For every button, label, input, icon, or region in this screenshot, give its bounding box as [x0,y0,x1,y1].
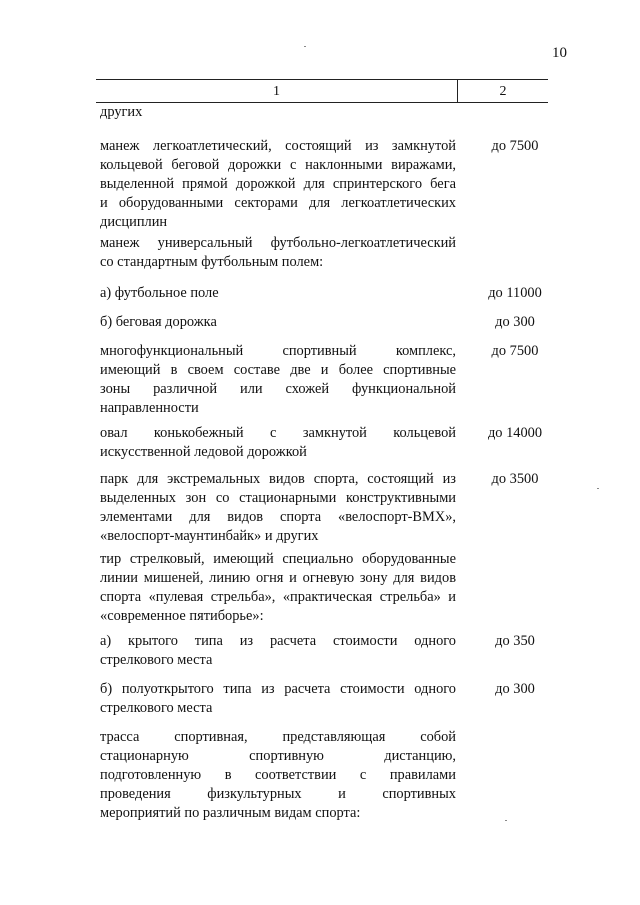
table-row [100,424,456,462]
table-row [100,342,456,418]
row-value: до 300 [495,314,535,330]
row-text-line: имеющий в своем составе две и более спортивные [100,362,456,378]
row-text-line: подготовленную в соответствии с правилами [100,767,456,783]
scan-speck [597,488,599,489]
row-text-line: выделенной прямой дорожкой для спринтерского бега [100,176,456,192]
row-text-line: а) крытого типа из расчета стоимости одного [100,633,456,649]
row-value: до 350 [495,633,535,649]
row-text-line: искусственной ледовой дорожкой [100,444,307,460]
scan-speck [505,820,507,821]
row-text-line: стрелкового места [100,700,213,716]
table-row [100,680,456,718]
row-text-line: мероприятий по различным видам спорта: [100,805,361,821]
row-text-line: направленности [100,400,199,416]
row-text-line: со стандартным футбольным полем: [100,254,324,270]
row-value: до 7500 [491,138,539,154]
table-row [100,284,456,303]
row-value: до 7500 [491,343,539,359]
table-header [96,79,548,103]
row-text-line: других [100,104,143,120]
row-value: до 11000 [488,285,542,301]
row-text-line: выделенных зон со стационарными конструктивными [100,490,456,506]
row-text-line: зоны различной или схожей функциональной [100,381,456,397]
row-text-line: стрелкового места [100,652,213,668]
row-text-line: овал конькобежный с замкнутой кольцевой [100,425,456,441]
row-text-line: проведения физкультурных и спортивных [100,786,456,802]
scan-speck [304,46,306,47]
row-text-line: многофункциональный спортивный комплекс, [100,343,456,359]
row-value: до 14000 [487,425,543,441]
row-text-line: элементами для видов спорта «велоспорт-ВМХ», [100,509,456,525]
row-text-line: парк для экстремальных видов спорта, состоящий из [100,471,456,487]
table-header-col1: 1 [273,84,280,99]
table-row [100,137,456,232]
row-text-line: трасса спортивная, представляющая собой [100,729,456,745]
row-text-line: линии мишеней, линию огня и огневую зону для видов [100,570,456,586]
page-number: 10 [552,45,567,61]
table-row [100,313,456,332]
row-text-line: манеж универсальный футбольно-легкоатлетический [100,235,456,251]
table-row [100,234,456,272]
table-row [100,728,456,823]
row-text-line: и оборудованными секторами для легкоатлетических [100,195,456,211]
row-value: до 3500 [491,471,539,487]
table-header-col2: 2 [499,84,507,99]
row-text-line: манеж легкоатлетический, состоящий из замкнутой [100,138,456,154]
table-row [100,103,456,122]
row-text-line: б) беговая дорожка [100,314,217,330]
row-value: до 300 [495,681,535,697]
row-text-line: б) полуоткрытого типа из расчета стоимости одного [100,681,456,697]
row-text-line: «современное пятиборье»: [100,608,264,624]
row-text-line: дисциплин [100,214,168,230]
row-text-line: спорта «пулевая стрельба», «практическая стрельба» и [100,589,456,605]
row-text-line: а) футбольное поле [100,285,219,301]
table-row [100,470,456,546]
row-text-line: «велоспорт-маунтинбайк» и других [100,528,319,544]
row-text-line: кольцевой беговой дорожки с наклонными виражами, [100,157,456,173]
table-row [100,632,456,670]
table-row [100,550,456,626]
row-text-line: тир стрелковый, имеющий специально оборудованные [100,551,456,567]
row-text-line: стационарную спортивную дистанцию, [100,748,456,764]
